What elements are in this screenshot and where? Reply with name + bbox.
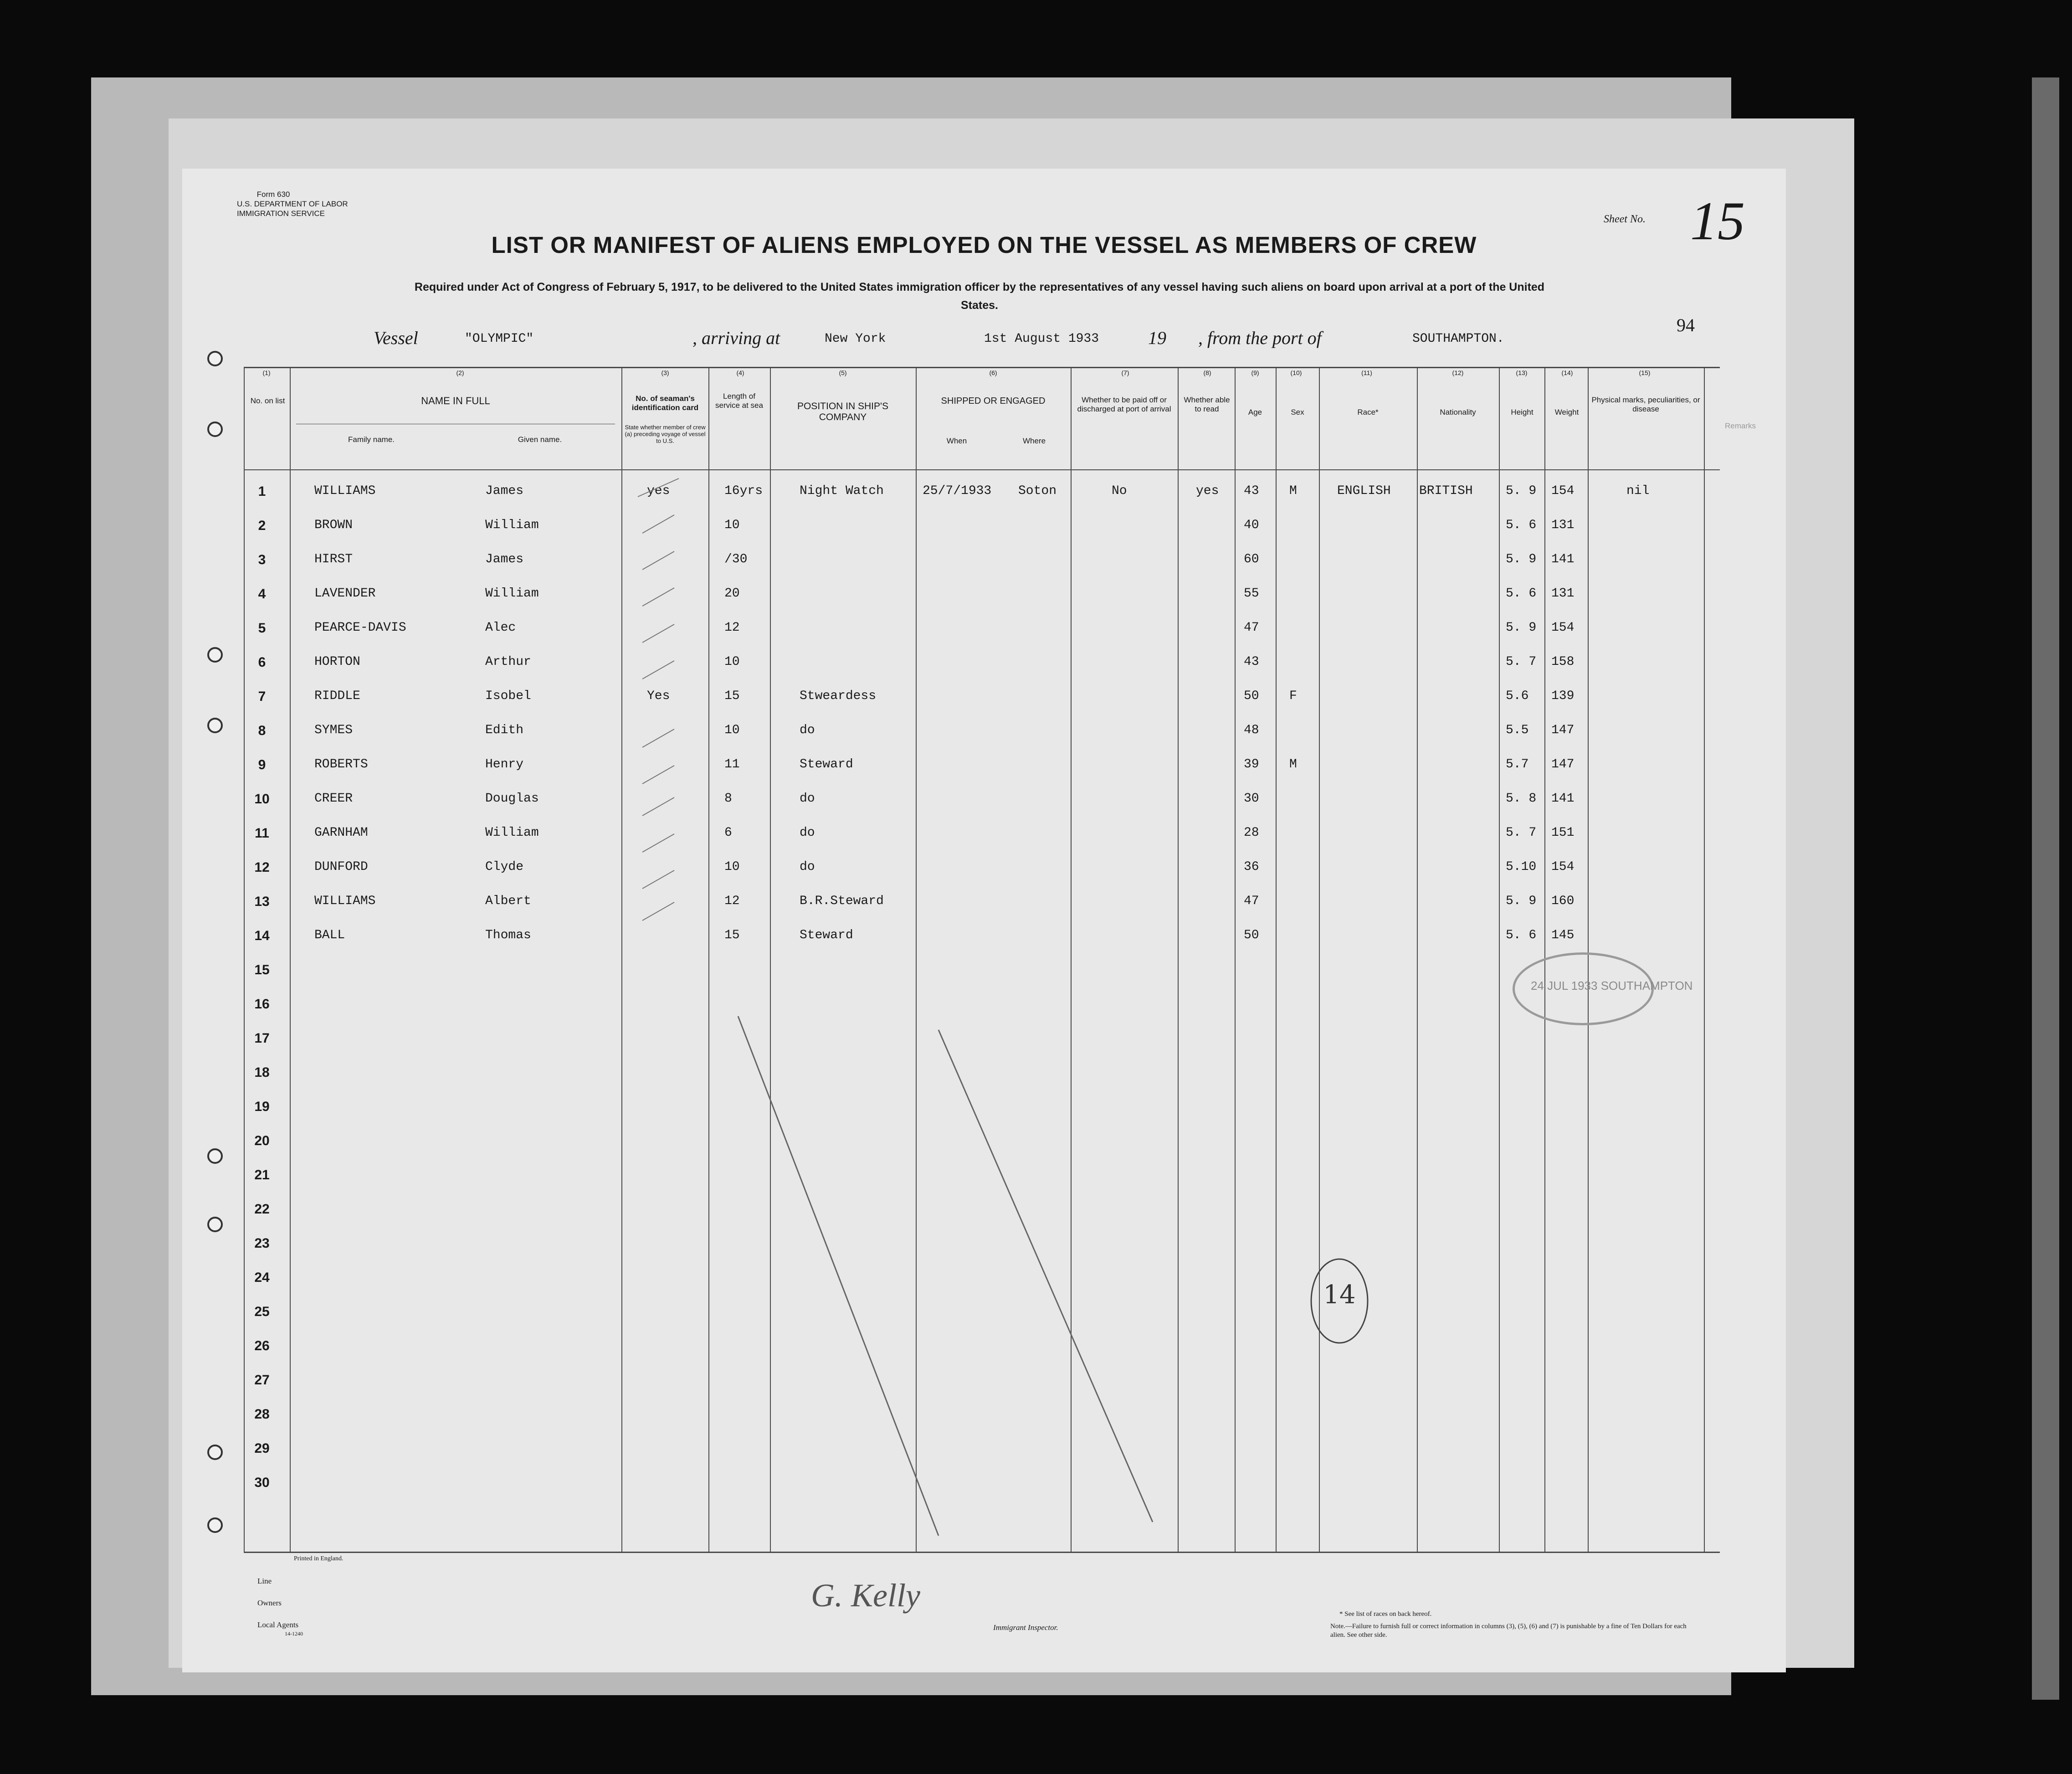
row-age: 47	[1244, 621, 1259, 635]
empty-row-number: 15	[254, 962, 270, 977]
row-age: 40	[1244, 518, 1259, 532]
row-length: 10	[724, 655, 740, 669]
row-weight: 139	[1551, 689, 1575, 703]
row-length: 6	[724, 826, 732, 840]
header-sex: Sex	[1291, 408, 1304, 417]
form-code: 14-1240	[285, 1630, 303, 1637]
row-weight: 151	[1551, 826, 1575, 840]
row-height: 5.7	[1506, 757, 1529, 771]
row-length: 10	[724, 860, 740, 874]
header-height: Height	[1511, 408, 1533, 417]
row-given: Albert	[485, 894, 531, 908]
row-given: James	[485, 484, 524, 498]
row-sex: F	[1289, 689, 1297, 703]
row-length: 16yrs	[724, 484, 763, 498]
row-height: 5. 6	[1506, 928, 1537, 942]
row-age: 39	[1244, 757, 1259, 771]
col-number: (14)	[1561, 369, 1573, 376]
empty-row-number: 25	[254, 1304, 270, 1319]
row-nationality: BRITISH	[1419, 484, 1473, 498]
col-number: (1)	[262, 369, 271, 376]
row-when: 25/7/1933	[923, 484, 992, 498]
row-position: B.R.Steward	[800, 894, 884, 908]
row-family: BALL	[314, 928, 345, 942]
row-length: 8	[724, 792, 732, 806]
form-number: Form 630	[256, 190, 290, 199]
row-length: 20	[724, 586, 740, 601]
row-paid-off: No	[1112, 484, 1127, 498]
row-age: 36	[1244, 860, 1259, 874]
row-height: 5. 9	[1506, 484, 1537, 498]
row-weight: 131	[1551, 518, 1575, 532]
row-age: 47	[1244, 894, 1259, 908]
col-number: (7)	[1121, 369, 1129, 376]
row-family: GARNHAM	[314, 826, 368, 840]
row-given: Arthur	[485, 655, 531, 669]
row-length: 12	[724, 621, 740, 635]
page-title: LIST OR MANIFEST OF ALIENS EMPLOYED ON THE VESSEL AS MEMBERS OF CREW	[491, 232, 1477, 258]
row-age: 43	[1244, 484, 1259, 498]
row-read: yes	[1196, 484, 1219, 498]
row-position: Stweardess	[800, 689, 877, 703]
row-height: 5.10	[1506, 860, 1537, 874]
from-port-label: , from the port of	[1198, 328, 1322, 348]
row-weight: 154	[1551, 860, 1575, 874]
row-no: 8	[258, 723, 266, 738]
departure-port: SOUTHAMPTON.	[1412, 332, 1504, 346]
empty-row-number: 29	[254, 1441, 270, 1456]
header-nationality: Nationality	[1440, 408, 1476, 417]
arrival-date: 1st August 1933	[984, 332, 1099, 346]
row-position: do	[800, 860, 815, 874]
row-family: HIRST	[314, 552, 353, 566]
row-given: Isobel	[485, 689, 531, 703]
header-no-on-list: No. on list	[250, 396, 285, 405]
row-card: Yes	[647, 689, 670, 703]
header-where: Where	[1022, 437, 1046, 445]
row-height: 5. 7	[1506, 826, 1537, 840]
row-weight: 131	[1551, 586, 1575, 601]
row-family: CREER	[314, 792, 353, 806]
row-family: HORTON	[314, 655, 360, 669]
col-number: (13)	[1516, 369, 1528, 376]
handwritten-circle	[1303, 1253, 1376, 1349]
row-family: WILLIAMS	[314, 484, 376, 498]
row-no: 13	[254, 894, 270, 909]
row-where: Soton	[1018, 484, 1057, 498]
page-edge	[2032, 77, 2059, 1700]
row-given: Thomas	[485, 928, 531, 942]
col-number: (12)	[1452, 369, 1464, 376]
handwritten-page-number: 94	[1677, 315, 1695, 335]
col-number: (11)	[1361, 369, 1372, 376]
row-length: 15	[724, 928, 740, 942]
row-length: 12	[724, 894, 740, 908]
strike-line	[738, 1016, 939, 1536]
header-weight: Weight	[1554, 408, 1579, 417]
binder-hole	[207, 422, 223, 437]
year-label: 19	[1148, 328, 1166, 348]
row-weight: 154	[1551, 621, 1575, 635]
row-given: James	[485, 552, 524, 566]
row-weight: 147	[1551, 723, 1575, 737]
row-weight: 154	[1551, 484, 1575, 498]
row-family: BROWN	[314, 518, 353, 532]
row-height: 5. 6	[1506, 586, 1537, 601]
row-weight: 145	[1551, 928, 1575, 942]
row-weight: 147	[1551, 757, 1575, 771]
header-paid-off: Whether to be paid off or discharged at port of arrival	[1077, 396, 1171, 413]
row-no: 14	[254, 928, 270, 943]
row-family: PEARCE-DAVIS	[314, 621, 406, 635]
row-weight: 141	[1551, 792, 1575, 806]
row-no: 11	[255, 826, 269, 841]
row-length: /30	[724, 552, 748, 566]
row-family: WILLIAMS	[314, 894, 376, 908]
empty-row-number: 19	[254, 1099, 270, 1114]
row-no: 7	[258, 689, 266, 704]
binder-hole	[207, 1445, 223, 1460]
col-number: (2)	[456, 369, 464, 376]
department-label: U.S. DEPARTMENT OF LABOR	[237, 200, 348, 208]
row-height: 5.6	[1506, 689, 1529, 703]
row-position: do	[800, 826, 815, 840]
row-no: 12	[254, 860, 270, 875]
col-number: (4)	[736, 369, 744, 376]
circle-number: 14	[1323, 1280, 1356, 1310]
row-given: Alec	[485, 621, 516, 635]
printed-in-england: Printed in England.	[294, 1555, 344, 1562]
row-weight: 160	[1551, 894, 1575, 908]
empty-row-number: 20	[254, 1133, 270, 1148]
header-when: When	[946, 437, 967, 445]
row-sex: M	[1289, 484, 1297, 498]
row-age: 48	[1244, 723, 1259, 737]
row-family: SYMES	[314, 723, 353, 737]
header-race: Race*	[1357, 408, 1379, 417]
row-given: William	[485, 826, 539, 840]
col-number: (9)	[1251, 369, 1259, 376]
row-position: Night Watch	[800, 484, 884, 498]
row-sex: M	[1289, 757, 1297, 771]
header-name-in-full: NAME IN FULL	[421, 395, 490, 406]
empty-row-number: 23	[254, 1236, 270, 1251]
binder-hole	[207, 1148, 223, 1164]
col-number: (5)	[839, 369, 847, 376]
row-position: Steward	[800, 928, 853, 942]
row-family: RIDDLE	[314, 689, 360, 703]
row-weight: 141	[1551, 552, 1575, 566]
header-position: POSITION IN SHIP'S COMPANY	[797, 401, 889, 422]
row-height: 5. 7	[1506, 655, 1537, 669]
row-position: do	[800, 723, 815, 737]
vessel-name: "OLYMPIC"	[465, 332, 534, 346]
line-label: Line	[257, 1577, 272, 1585]
header-physical-marks: Physical marks, peculiarities, or disease	[1591, 396, 1700, 413]
row-no: 5	[258, 621, 266, 636]
row-length: 10	[724, 723, 740, 737]
row-no: 6	[258, 655, 266, 670]
header-age: Age	[1248, 408, 1262, 417]
row-position: do	[800, 792, 815, 806]
row-length: 15	[724, 689, 740, 703]
sheet-number: 15	[1690, 190, 1745, 251]
empty-row-number: 17	[254, 1031, 270, 1046]
row-height: 5. 9	[1506, 621, 1537, 635]
row-age: 50	[1244, 689, 1259, 703]
row-weight: 158	[1551, 655, 1575, 669]
row-given: William	[485, 586, 539, 601]
header-family-name: Family name.	[348, 435, 395, 444]
arriving-label: , arriving at	[692, 328, 780, 348]
pencil-strike-lines	[182, 169, 1786, 1672]
empty-row-number: 21	[254, 1167, 270, 1183]
arriving-port: New York	[825, 332, 886, 346]
col-number: (3)	[661, 369, 669, 376]
col-number: (6)	[989, 369, 997, 376]
col-number: (10)	[1290, 369, 1302, 376]
header-id-card-note: State whether member of crew (a) preceding voyage of vessel to U.S.	[625, 424, 706, 444]
sheet-number-label: Sheet No.	[1604, 213, 1646, 225]
row-position: Steward	[800, 757, 853, 771]
binder-hole	[207, 351, 223, 366]
header-length-service: Length of service at sea	[715, 392, 763, 410]
binder-hole	[207, 647, 223, 663]
row-age: 55	[1244, 586, 1259, 601]
row-height: 5. 9	[1506, 894, 1537, 908]
service-label: IMMIGRATION SERVICE	[237, 209, 325, 218]
empty-row-number: 26	[254, 1338, 270, 1353]
col-number: (15)	[1639, 369, 1651, 376]
row-length: 11	[724, 757, 740, 771]
row-family: DUNFORD	[314, 860, 368, 874]
header-id-card: No. of seaman's identification card	[631, 394, 699, 412]
row-given: William	[485, 518, 539, 532]
penalty-note: Note.—Failure to furnish full or correct information in columns (3), (5), (6) and (7) is punishable by a fine of Ten Dollars for each alien. See other side.	[1330, 1623, 1687, 1639]
row-no: 9	[258, 757, 266, 772]
row-height: 5. 9	[1506, 552, 1537, 566]
header-shipped-engaged: SHIPPED OR ENGAGED	[941, 396, 1046, 406]
row-length: 10	[724, 518, 740, 532]
row-height: 5. 6	[1506, 518, 1537, 532]
row-race: ENGLISH	[1337, 484, 1391, 498]
empty-row-number: 24	[254, 1270, 270, 1285]
stamp-text: 24 JUL 1933 SOUTHAMPTON	[1531, 979, 1693, 992]
header-remarks: Remarks	[1724, 422, 1756, 430]
binder-hole	[207, 1217, 223, 1232]
empty-row-number: 18	[254, 1065, 270, 1080]
row-given: Douglas	[485, 792, 539, 806]
col-number: (8)	[1203, 369, 1211, 376]
row-no: 1	[258, 484, 266, 499]
row-height: 5.5	[1506, 723, 1529, 737]
empty-row-number: 27	[254, 1373, 270, 1388]
inspector-label: Immigrant Inspector.	[993, 1623, 1058, 1632]
row-no: 2	[258, 518, 266, 533]
row-family: ROBERTS	[314, 757, 368, 771]
vessel-label: Vessel	[374, 328, 418, 348]
inspector-signature: G. Kelly	[811, 1577, 920, 1614]
row-height: 5. 8	[1506, 792, 1537, 806]
header-given-name: Given name.	[518, 435, 562, 444]
row-card: yes	[647, 484, 670, 498]
binder-hole	[207, 1517, 223, 1533]
row-given: Clyde	[485, 860, 524, 874]
binder-hole	[207, 718, 223, 733]
owners-label: Owners	[257, 1599, 282, 1607]
row-physical: nil	[1626, 484, 1650, 498]
local-agents-label: Local Agents	[257, 1620, 299, 1629]
row-family: LAVENDER	[314, 586, 376, 601]
page-subtitle: Required under Act of Congress of February 5, 1917, to be delivered to the United States immigration officer by the representatives of any vessel having such aliens on board upon arrival at a port of the United States.	[414, 281, 1545, 312]
row-age: 30	[1244, 792, 1259, 806]
row-age: 50	[1244, 928, 1259, 942]
row-no: 10	[254, 792, 270, 807]
row-no: 4	[258, 586, 266, 602]
row-no: 3	[258, 552, 266, 567]
row-given: Henry	[485, 757, 524, 771]
manifest-sheet	[182, 169, 1786, 1672]
empty-row-number: 16	[254, 997, 270, 1012]
race-footnote: * See list of races on back hereof.	[1339, 1610, 1432, 1618]
header-able-read: Whether able to read	[1184, 396, 1230, 413]
id-card-ticks	[638, 478, 679, 920]
strike-line	[939, 1030, 1153, 1522]
empty-row-number: 28	[254, 1407, 270, 1422]
row-age: 43	[1244, 655, 1259, 669]
row-age: 60	[1244, 552, 1259, 566]
row-given: Edith	[485, 723, 524, 737]
row-age: 28	[1244, 826, 1259, 840]
empty-row-number: 30	[254, 1475, 270, 1490]
empty-row-number: 22	[254, 1202, 270, 1217]
